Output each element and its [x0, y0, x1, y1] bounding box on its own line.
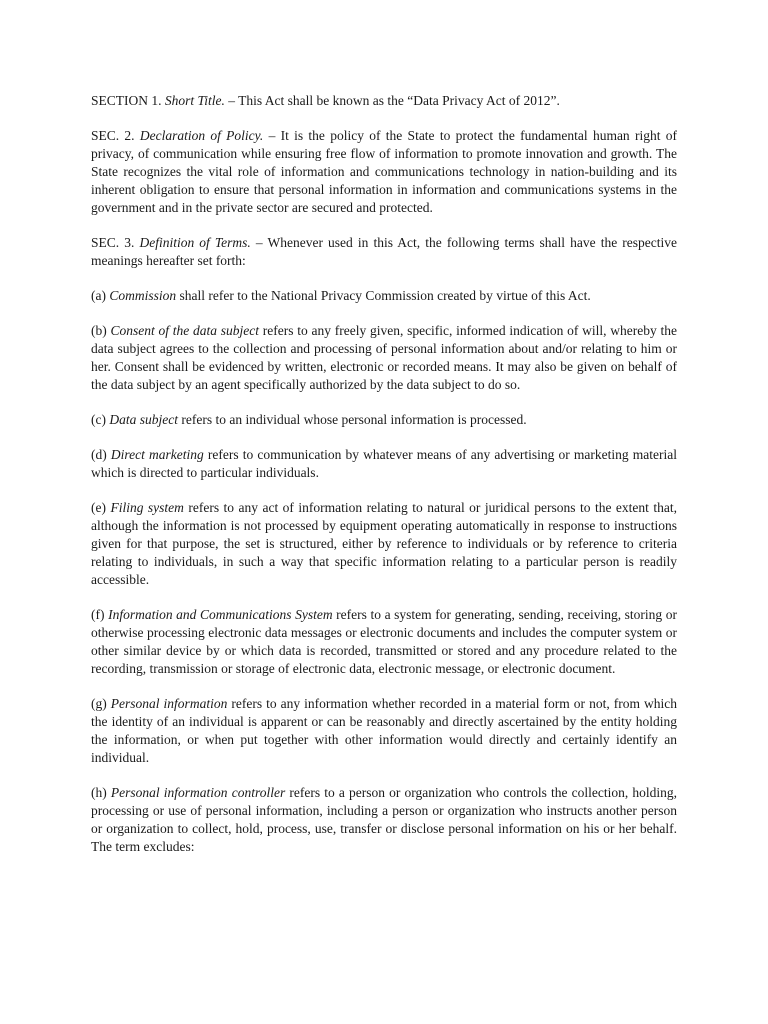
- definition-letter: (b): [91, 323, 111, 338]
- definition-c-data-subject: [91, 411, 677, 429]
- defined-term: Filing system: [110, 500, 184, 515]
- definition-letter: (h): [91, 785, 111, 800]
- section-label: SEC. 3.: [91, 235, 140, 250]
- definition-h-personal-information-controller: [91, 784, 677, 856]
- defined-term: Personal information controller: [110, 785, 286, 800]
- section-text: – It is the policy of the State to protect the fundamental human right of privacy, of communication while ensuring free flow of information to promote innovation and growth. The State recognizes the vital role of information and communications technology in nation-building and its inherent obligation to ensure that personal information in information and communications systems in the government and in the private sector are secured and protected.: [91, 128, 678, 215]
- definition-f-ict-system: [91, 606, 677, 678]
- definition-b-consent: [91, 322, 677, 394]
- definition-text: refers to any act of information relating to natural or juridical persons to the extent that, although the information is not processed by equipment operating automatically in response to instructions given for that purpose, the set is structured, either by reference to individuals or by reference to criteria relating to individuals, in such a way that specific information relating to a particular person is readily accessible.: [91, 500, 677, 587]
- definition-text: refers to any information whether recorded in a material form or not, from which the identity of an individual is apparent or can be reasonably and directly ascertained by the entity holding the information, or when put together with other information would directly and certainly identify an individual.: [91, 696, 677, 765]
- defined-term: Information and Communications System: [108, 607, 333, 622]
- section-label: SEC. 2.: [91, 128, 140, 143]
- definition-d-direct-marketing: [91, 446, 677, 482]
- defined-term: Data subject: [109, 412, 178, 427]
- section-heading: Declaration of Policy.: [139, 128, 264, 143]
- definition-g-personal-information: [91, 695, 677, 767]
- section-text: – Whenever used in this Act, the following terms shall have the respective meanings hereafter set forth:: [91, 235, 677, 268]
- section-heading: Short Title.: [164, 93, 225, 108]
- definition-text: refers to a system for generating, sending, receiving, storing or otherwise processing electronic data messages or electronic documents and includes the computer system or other similar device by or which data is recorded, transmitted or stored and any procedure related to the recording, transmission or storage of electronic data, electronic message, or electronic document.: [91, 607, 677, 676]
- definition-letter: (f): [91, 607, 109, 622]
- definition-letter: (a): [91, 288, 110, 303]
- section-text: – This Act shall be known as the “Data Privacy Act of 2012”.: [224, 93, 560, 108]
- section-3-definition-of-terms: [91, 234, 677, 270]
- definition-letter: (d): [91, 447, 111, 462]
- defined-term: Consent of the data subject: [110, 323, 259, 338]
- document-page: [91, 92, 677, 856]
- section-label: SECTION 1.: [91, 93, 165, 108]
- definition-e-filing-system: [91, 499, 677, 589]
- definition-a-commission: [91, 287, 677, 305]
- section-1-short-title: [91, 92, 677, 110]
- defined-term: Direct marketing: [110, 447, 204, 462]
- section-2-declaration-of-policy: [91, 127, 677, 217]
- definition-text: refers to any freely given, specific, informed indication of will, whereby the data subject agrees to the collection and processing of personal information about and/or relating to him or her. Consent shall be evidenced by written, electronic or recorded means. It may also be given on behalf of the data subject by an agent specifically authorized by the data subject to do so.: [91, 323, 677, 392]
- definition-letter: (g): [91, 696, 111, 711]
- section-heading: Definition of Terms.: [139, 235, 251, 250]
- definition-letter: (c): [91, 412, 110, 427]
- definition-text: shall refer to the National Privacy Commission created by virtue of this Act.: [176, 288, 591, 303]
- definition-letter: (e): [91, 500, 111, 515]
- defined-term: Commission: [109, 288, 177, 303]
- definition-text: refers to a person or organization who controls the collection, holding, processing or use of personal information, including a person or organization who instructs another person or organization to collect, hold, process, use, transfer or disclose personal information on his or her behalf. The term excludes:: [91, 785, 677, 854]
- definition-text: refers to communication by whatever means of any advertising or marketing material which is directed to particular individuals.: [91, 447, 678, 480]
- definition-text: refers to an individual whose personal information is processed.: [177, 412, 527, 427]
- defined-term: Personal information: [110, 696, 228, 711]
